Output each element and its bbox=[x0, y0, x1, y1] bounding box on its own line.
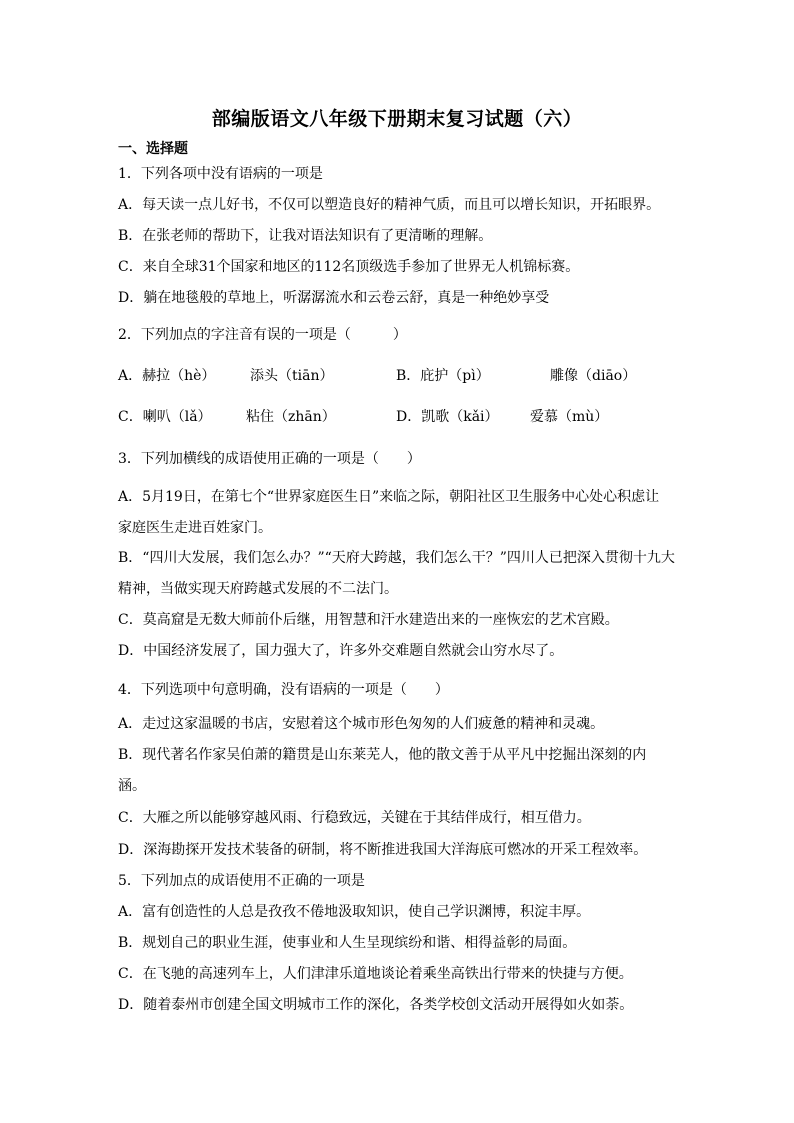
page-title: 部编版语文八年级下册期末复习试题（六） bbox=[211, 108, 583, 130]
question-3-option-b-line1: B．“四川大发展，我们怎么办？”“天府大跨越，我们怎么干？”四川人已把深入贯彻十九大 bbox=[118, 550, 675, 566]
question-3-option-b-line2: 精神，当做实现天府跨越式发展的不二法门。 bbox=[118, 581, 398, 597]
question-5-option-b: B．规划自己的职业生涯，使事业和人生呈现缤纷和谐、相得益彰的局面。 bbox=[118, 935, 577, 951]
question-4-option-b-line2: 涵。 bbox=[118, 778, 146, 794]
question-1-option-c: C．来自全球31个国家和地区的112名顶级选手参加了世界无人机锦标赛。 bbox=[118, 259, 580, 275]
question-2-option-b2: 雕像（diāo） bbox=[550, 368, 637, 384]
question-2-option-c2: 粘住（zhān） bbox=[246, 409, 336, 425]
question-3-option-a-line2: 家庭医生走进百姓家门。 bbox=[118, 520, 272, 536]
question-4-option-c: C．大雁之所以能够穿越风雨、行稳致远，关键在于其结伴成行，相互借力。 bbox=[118, 810, 591, 826]
question-2-option-d2: 爱慕（mù） bbox=[530, 409, 609, 425]
question-4-stem: 4．下列选项中句意明确，没有语病的一项是（ ） bbox=[118, 682, 449, 698]
question-1-stem: 1．下列各项中没有语病的一项是 bbox=[118, 166, 323, 182]
question-2-option-a1: A．赫拉（hè） bbox=[118, 368, 216, 384]
section-heading: 一、选择题 bbox=[118, 141, 188, 157]
question-2-option-a2: 添头（tiān） bbox=[250, 368, 334, 384]
question-4-option-b-line1: B．现代著名作家吴伯萧的籍贯是山东莱芜人，他的散文善于从平凡中挖掘出深刻的内 bbox=[118, 747, 647, 763]
question-2-option-c1: C．喇叭（lǎ） bbox=[118, 409, 212, 425]
question-3-option-a-line1: A．5月19日，在第七个“世界家庭医生日”来临之际，朝阳社区卫生服务中心处心积虑让 bbox=[118, 489, 660, 505]
question-3-option-d: D．中国经济发展了，国力强大了，许多外交难题自然就会山穷水尽了。 bbox=[118, 643, 564, 659]
question-3-option-c: C．莫高窟是无数大师前仆后继，用智慧和汗水建造出来的一座恢宏的艺术宫殿。 bbox=[118, 612, 619, 628]
question-2-option-b1: B．庇护（pì） bbox=[396, 368, 490, 384]
question-2-stem: 2．下列加点的字注音有误的一项是（ ） bbox=[118, 327, 407, 343]
question-2-option-d1: D．凯歌（kǎi） bbox=[396, 409, 499, 425]
question-1-option-d: D．躺在地毯般的草地上，听潺潺流水和云卷云舒，真是一种绝妙享受 bbox=[118, 290, 550, 306]
question-5-option-c: C．在飞驰的高速列车上，人们津津乐道地谈论着乘坐高铁出行带来的快捷与方便。 bbox=[118, 966, 633, 982]
question-4-option-d: D．深海勘探开发技术装备的研制，将不断推进我国大洋海底可燃冰的开采工程效率。 bbox=[118, 842, 648, 858]
question-1-option-a: A．每天读一点儿好书，不仅可以塑造良好的精神气质，而且可以增长知识，开拓眼界。 bbox=[118, 197, 661, 213]
question-4-option-a: A．走过这家温暖的书店，安慰着这个城市形色匆匆的人们疲惫的精神和灵魂。 bbox=[118, 716, 605, 732]
question-5-option-d: D．随着泰州市创建全国文明城市工作的深化，各类学校创文活动开展得如火如荼。 bbox=[118, 997, 634, 1013]
question-5-stem: 5．下列加点的成语使用不正确的一项是 bbox=[118, 873, 365, 889]
question-3-stem: 3．下列加横线的成语使用正确的一项是（ ） bbox=[118, 451, 421, 467]
question-1-option-b: B．在张老师的帮助下，让我对语法知识有了更清晰的理解。 bbox=[118, 228, 493, 244]
question-5-option-a: A．富有创造性的人总是孜孜不倦地汲取知识，使自己学识渊博，积淀丰厚。 bbox=[118, 904, 591, 920]
